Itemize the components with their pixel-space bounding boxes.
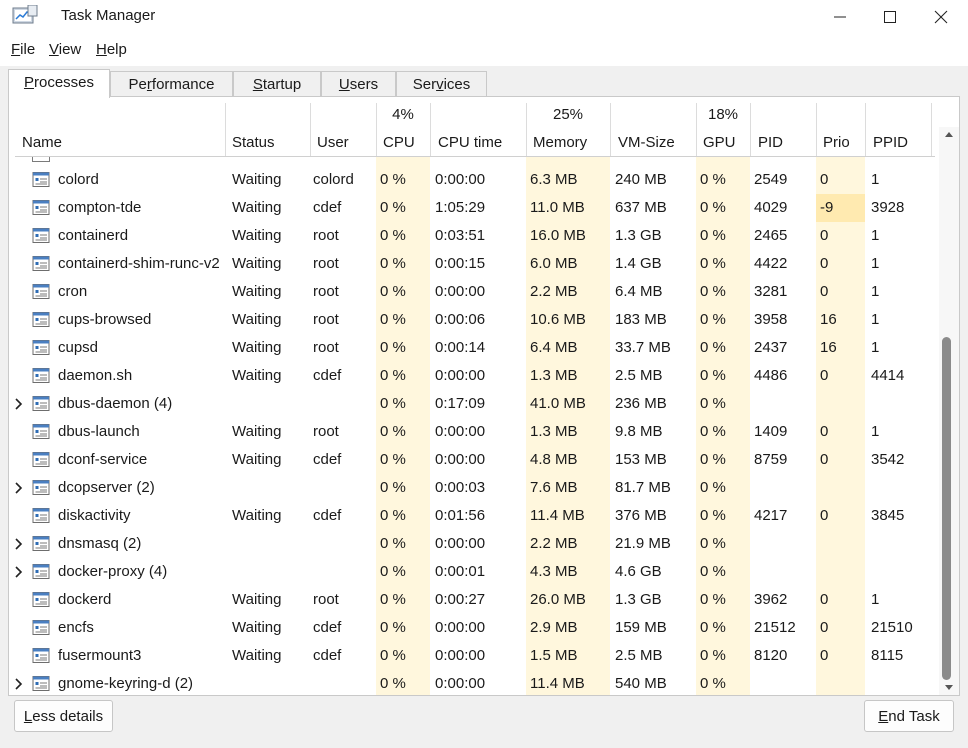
memory-total-percent: 25%	[552, 106, 584, 123]
process-status: Waiting	[232, 591, 282, 608]
process-cpu: 0 %	[380, 563, 406, 580]
process-prio: 0	[820, 451, 829, 468]
column-header-status[interactable]: Status	[232, 134, 275, 151]
process-cpu: 0 %	[380, 395, 406, 412]
process-user: cdef	[313, 619, 342, 636]
column-separator	[430, 103, 431, 157]
process-window-icon	[32, 395, 50, 412]
process-ppid: 3542	[871, 451, 905, 468]
process-vm-size: 1.4 GB	[615, 255, 662, 272]
process-cpu-time: 0:01:56	[435, 507, 486, 524]
process-cpu-time: 0:00:00	[435, 647, 486, 664]
process-gpu: 0 %	[700, 507, 726, 524]
process-row[interactable]	[9, 474, 937, 502]
process-name: dockerd	[58, 591, 112, 608]
column-separator	[816, 103, 817, 157]
partial-row-icon	[32, 157, 50, 162]
process-cpu: 0 %	[380, 591, 406, 608]
close-button[interactable]	[916, 0, 966, 34]
process-row[interactable]	[9, 250, 937, 278]
process-window-icon	[32, 535, 50, 552]
process-cpu: 0 %	[380, 507, 406, 524]
process-memory: 11.0 MB	[530, 199, 585, 216]
process-pid: 2437	[754, 339, 788, 356]
process-vm-size: 9.8 MB	[615, 423, 663, 440]
scroll-down-arrow-icon[interactable]	[943, 681, 955, 693]
process-prio: 0	[820, 591, 829, 608]
process-cpu: 0 %	[380, 423, 406, 440]
scroll-up-arrow-icon[interactable]	[943, 129, 955, 141]
process-gpu: 0 %	[700, 591, 726, 608]
process-window-icon	[32, 619, 50, 636]
process-user: cdef	[313, 451, 342, 468]
less-details-button[interactable]: Less details	[14, 700, 113, 732]
process-ppid: 1	[871, 255, 880, 272]
process-pid: 4029	[754, 199, 788, 216]
process-cpu-time: 0:00:27	[435, 591, 486, 608]
process-window-icon	[32, 563, 50, 580]
process-gpu: 0 %	[700, 395, 726, 412]
window-title: Task Manager	[61, 7, 156, 24]
process-window-icon	[32, 479, 50, 496]
process-gpu: 0 %	[700, 227, 726, 244]
process-ppid: 3845	[871, 507, 905, 524]
process-cpu-time: 0:00:03	[435, 479, 486, 496]
tab-services[interactable]: Services	[396, 71, 487, 98]
process-memory: 1.5 MB	[530, 647, 578, 664]
process-vm-size: 33.7 MB	[615, 339, 671, 356]
process-name: dcopserver (2)	[58, 479, 155, 496]
process-prio: 0	[820, 507, 829, 524]
process-name: cron	[58, 283, 88, 300]
process-cpu-time: 0:00:00	[435, 367, 486, 384]
process-status: Waiting	[232, 227, 282, 244]
process-name: fusermount3	[58, 647, 142, 664]
maximize-button[interactable]	[865, 0, 915, 34]
process-window-icon	[32, 367, 50, 384]
process-ppid: 21510	[871, 619, 913, 636]
process-memory: 2.9 MB	[530, 619, 578, 636]
column-header-cpu-time[interactable]: CPU time	[438, 134, 503, 151]
process-vm-size: 376 MB	[615, 507, 667, 524]
column-header-prio[interactable]: Prio	[823, 134, 850, 151]
process-cpu: 0 %	[380, 311, 406, 328]
process-cpu: 0 %	[380, 339, 406, 356]
process-vm-size: 81.7 MB	[615, 479, 671, 496]
process-row[interactable]	[9, 558, 937, 586]
process-prio: 0	[820, 647, 829, 664]
process-window-icon	[32, 451, 50, 468]
gpu-total-percent: 18%	[707, 106, 739, 123]
process-vm-size: 236 MB	[615, 395, 667, 412]
process-prio: 0	[820, 255, 829, 272]
process-ppid: 1	[871, 311, 880, 328]
process-window-icon	[32, 647, 50, 664]
process-pid: 8120	[754, 647, 788, 664]
process-user: root	[313, 591, 339, 608]
process-cpu: 0 %	[380, 647, 406, 664]
process-name: dconf-service	[58, 451, 148, 468]
process-user: root	[313, 283, 339, 300]
process-row[interactable]	[9, 306, 937, 334]
process-user: cdef	[313, 507, 342, 524]
expand-chevron-icon[interactable]	[13, 564, 25, 580]
process-vm-size: 1.3 GB	[615, 591, 662, 608]
process-name: dbus-daemon (4)	[58, 395, 173, 412]
process-status: Waiting	[232, 255, 282, 272]
process-memory: 6.3 MB	[530, 171, 578, 188]
column-separator	[610, 103, 611, 157]
process-memory: 11.4 MB	[530, 507, 585, 524]
maximize-icon	[882, 9, 898, 25]
process-user: root	[313, 339, 339, 356]
process-ppid: 1	[871, 283, 880, 300]
process-cpu-time: 1:05:29	[435, 199, 486, 216]
menu-help[interactable]: Help	[96, 41, 127, 58]
process-row[interactable]	[9, 446, 937, 474]
process-gpu: 0 %	[700, 255, 726, 272]
column-header-cpu[interactable]: CPU	[383, 134, 415, 151]
process-cpu-time: 0:00:00	[435, 423, 486, 440]
process-list-panel	[8, 96, 960, 696]
process-vm-size: 4.6 GB	[615, 563, 662, 580]
menu-file[interactable]: File	[11, 41, 36, 58]
process-vm-size: 153 MB	[615, 451, 667, 468]
process-row[interactable]	[9, 334, 937, 362]
process-window-icon	[32, 507, 50, 524]
process-pid: 3281	[754, 283, 788, 300]
process-name: dbus-launch	[58, 423, 140, 440]
process-vm-size: 2.5 MB	[615, 367, 663, 384]
process-memory: 6.0 MB	[530, 255, 578, 272]
process-memory: 16.0 MB	[530, 227, 586, 244]
process-memory: 2.2 MB	[530, 283, 578, 300]
process-gpu: 0 %	[700, 367, 726, 384]
process-vm-size: 637 MB	[615, 199, 667, 216]
process-memory: 26.0 MB	[530, 591, 586, 608]
process-memory: 7.6 MB	[530, 479, 578, 496]
process-name: daemon.sh	[58, 367, 133, 384]
process-gpu: 0 %	[700, 199, 726, 216]
process-cpu: 0 %	[380, 255, 406, 272]
process-name: diskactivity	[58, 507, 131, 524]
process-cpu-time: 0:00:00	[435, 619, 486, 636]
process-pid: 3958	[754, 311, 788, 328]
process-window-icon	[32, 423, 50, 440]
process-memory: 2.2 MB	[530, 535, 578, 552]
expand-chevron-icon[interactable]	[13, 676, 25, 692]
process-user: root	[313, 423, 339, 440]
process-cpu-time: 0:00:01	[435, 563, 486, 580]
process-vm-size: 6.4 MB	[615, 283, 663, 300]
process-cpu: 0 %	[380, 479, 406, 496]
process-row[interactable]	[9, 166, 937, 194]
process-row[interactable]	[9, 222, 937, 250]
process-ppid: 1	[871, 227, 880, 244]
process-gpu: 0 %	[700, 451, 726, 468]
tab-performance[interactable]: Performance	[110, 71, 233, 98]
minimize-icon	[832, 9, 848, 25]
expand-chevron-icon[interactable]	[13, 536, 25, 552]
process-cpu: 0 %	[380, 367, 406, 384]
process-user: cdef	[313, 199, 342, 216]
process-ppid: 4414	[871, 367, 905, 384]
process-cpu: 0 %	[380, 675, 406, 692]
column-separator	[931, 103, 932, 157]
process-cpu: 0 %	[380, 619, 406, 636]
process-memory: 6.4 MB	[530, 339, 578, 356]
process-status: Waiting	[232, 367, 282, 384]
process-user: root	[313, 255, 339, 272]
expand-chevron-icon[interactable]	[13, 480, 25, 496]
process-status: Waiting	[232, 339, 282, 356]
process-cpu-time: 0:00:00	[435, 171, 486, 188]
process-memory: 1.3 MB	[530, 423, 578, 440]
process-ppid: 3928	[871, 199, 905, 216]
column-header-ppid[interactable]: PPID	[873, 134, 909, 151]
process-name: docker-proxy (4)	[58, 563, 168, 580]
process-window-icon	[32, 591, 50, 608]
tab-startup[interactable]: Startup	[233, 71, 321, 98]
process-ppid: 1	[871, 591, 880, 608]
process-gpu: 0 %	[700, 563, 726, 580]
vertical-scrollbar[interactable]	[939, 127, 959, 695]
process-cpu-time: 0:17:09	[435, 395, 486, 412]
process-gpu: 0 %	[700, 675, 726, 692]
process-cpu: 0 %	[380, 199, 406, 216]
process-window-icon	[32, 255, 50, 272]
process-name: dnsmasq (2)	[58, 535, 142, 552]
process-cpu: 0 %	[380, 227, 406, 244]
process-name: colord	[58, 171, 99, 188]
process-gpu: 0 %	[700, 311, 726, 328]
process-vm-size: 1.3 GB	[615, 227, 662, 244]
process-memory: 4.8 MB	[530, 451, 578, 468]
process-gpu: 0 %	[700, 647, 726, 664]
process-name: compton-tde	[58, 199, 142, 216]
process-name: cupsd	[58, 339, 99, 356]
process-cpu: 0 %	[380, 171, 406, 188]
process-vm-size: 240 MB	[615, 171, 667, 188]
process-gpu: 0 %	[700, 535, 726, 552]
process-prio: 0	[820, 423, 829, 440]
process-gpu: 0 %	[700, 171, 726, 188]
process-status: Waiting	[232, 283, 282, 300]
column-header-gpu[interactable]: GPU	[703, 134, 736, 151]
process-row[interactable]	[9, 362, 937, 390]
tab-users[interactable]: Users	[321, 71, 396, 98]
process-window-icon	[32, 675, 50, 692]
process-cpu-time: 0:00:00	[435, 675, 486, 692]
process-ppid: 1	[871, 339, 880, 356]
process-gpu: 0 %	[700, 283, 726, 300]
process-name: containerd	[58, 227, 129, 244]
column-header-user[interactable]: User	[317, 134, 349, 151]
process-vm-size: 21.9 MB	[615, 535, 671, 552]
process-vm-size: 540 MB	[615, 675, 667, 692]
process-prio: 0	[820, 367, 829, 384]
process-row[interactable]	[9, 530, 937, 558]
process-status: Waiting	[232, 423, 282, 440]
process-pid: 21512	[754, 619, 796, 636]
process-prio: 16	[820, 339, 837, 356]
process-name: containerd-shim-runc-v2	[58, 255, 220, 272]
process-status: Waiting	[232, 171, 282, 188]
process-pid: 4217	[754, 507, 788, 524]
process-cpu: 0 %	[380, 283, 406, 300]
process-pid: 4486	[754, 367, 788, 384]
process-status: Waiting	[232, 619, 282, 636]
process-cpu-time: 0:00:00	[435, 535, 486, 552]
process-memory: 1.3 MB	[530, 367, 578, 384]
process-user: cdef	[313, 367, 342, 384]
process-prio: 0	[820, 227, 829, 244]
process-prio: -9	[820, 199, 834, 216]
menu-bar	[0, 34, 968, 66]
process-cpu: 0 %	[380, 451, 406, 468]
process-memory: 10.6 MB	[530, 311, 586, 328]
process-cpu-time: 0:00:14	[435, 339, 486, 356]
process-window-icon	[32, 311, 50, 328]
process-gpu: 0 %	[700, 339, 726, 356]
process-prio: 0	[820, 619, 829, 636]
process-gpu: 0 %	[700, 423, 726, 440]
expand-chevron-icon[interactable]	[13, 396, 25, 412]
process-row[interactable]	[9, 614, 937, 642]
process-cpu: 0 %	[380, 535, 406, 552]
process-pid: 2465	[754, 227, 788, 244]
cpu-total-percent: 4%	[392, 106, 414, 123]
process-cpu-time: 0:00:06	[435, 311, 486, 328]
process-name: gnome-keyring-d (2)	[58, 675, 194, 692]
process-row[interactable]	[9, 642, 937, 670]
process-memory: 4.3 MB	[530, 563, 578, 580]
process-vm-size: 183 MB	[615, 311, 667, 328]
process-row[interactable]	[9, 278, 937, 306]
process-rows	[9, 157, 937, 695]
minimize-button[interactable]	[815, 0, 865, 34]
column-separator	[865, 103, 866, 157]
task-manager-app-icon	[12, 5, 38, 27]
column-separator	[310, 103, 311, 157]
column-separator	[750, 103, 751, 157]
end-task-button[interactable]: End Task	[864, 700, 954, 732]
process-window-icon	[32, 199, 50, 216]
process-pid: 4422	[754, 255, 788, 272]
process-vm-size: 159 MB	[615, 619, 667, 636]
process-status: Waiting	[232, 451, 282, 468]
process-cpu-time: 0:00:15	[435, 255, 486, 272]
process-pid: 3962	[754, 591, 788, 608]
process-cpu-time: 0:00:00	[435, 283, 486, 300]
process-user: colord	[313, 171, 354, 188]
process-window-icon	[32, 227, 50, 244]
process-ppid: 1	[871, 171, 880, 188]
process-prio: 16	[820, 311, 837, 328]
process-status: Waiting	[232, 647, 282, 664]
process-gpu: 0 %	[700, 619, 726, 636]
process-status: Waiting	[232, 199, 282, 216]
process-ppid: 1	[871, 423, 880, 440]
process-row[interactable]	[9, 502, 937, 530]
process-gpu: 0 %	[700, 479, 726, 496]
process-window-icon	[32, 171, 50, 188]
column-header-memory[interactable]: Memory	[533, 134, 588, 151]
process-user: root	[313, 311, 339, 328]
scrollbar-thumb[interactable]	[942, 337, 951, 680]
process-vm-size: 2.5 MB	[615, 647, 663, 664]
title-bar	[0, 0, 968, 34]
process-user: cdef	[313, 647, 342, 664]
process-prio: 0	[820, 283, 829, 300]
process-window-icon	[32, 339, 50, 356]
process-row[interactable]	[9, 418, 937, 446]
process-row[interactable]	[9, 390, 937, 418]
process-pid: 2549	[754, 171, 788, 188]
column-separator	[225, 103, 226, 157]
process-user: root	[313, 227, 339, 244]
process-name: encfs	[58, 619, 94, 636]
menu-view[interactable]: View	[49, 41, 82, 58]
column-header-vm-size[interactable]: VM-Size	[618, 134, 675, 151]
process-window-icon	[32, 283, 50, 300]
process-row[interactable]	[9, 586, 937, 614]
close-icon	[933, 9, 949, 25]
process-row[interactable]	[9, 670, 937, 695]
process-name: cups-browsed	[58, 311, 152, 328]
process-status: Waiting	[232, 507, 282, 524]
process-memory: 41.0 MB	[530, 395, 586, 412]
tab-processes[interactable]: Processes	[8, 69, 110, 98]
process-pid: 1409	[754, 423, 788, 440]
column-header-name[interactable]: Name	[22, 134, 63, 151]
process-cpu-time: 0:03:51	[435, 227, 486, 244]
process-ppid: 8115	[871, 647, 904, 664]
process-pid: 8759	[754, 451, 788, 468]
process-memory: 11.4 MB	[530, 675, 585, 692]
process-status: Waiting	[232, 311, 282, 328]
process-prio: 0	[820, 171, 829, 188]
process-cpu-time: 0:00:00	[435, 451, 486, 468]
process-row[interactable]	[9, 194, 937, 222]
column-header-pid[interactable]: PID	[758, 134, 784, 151]
